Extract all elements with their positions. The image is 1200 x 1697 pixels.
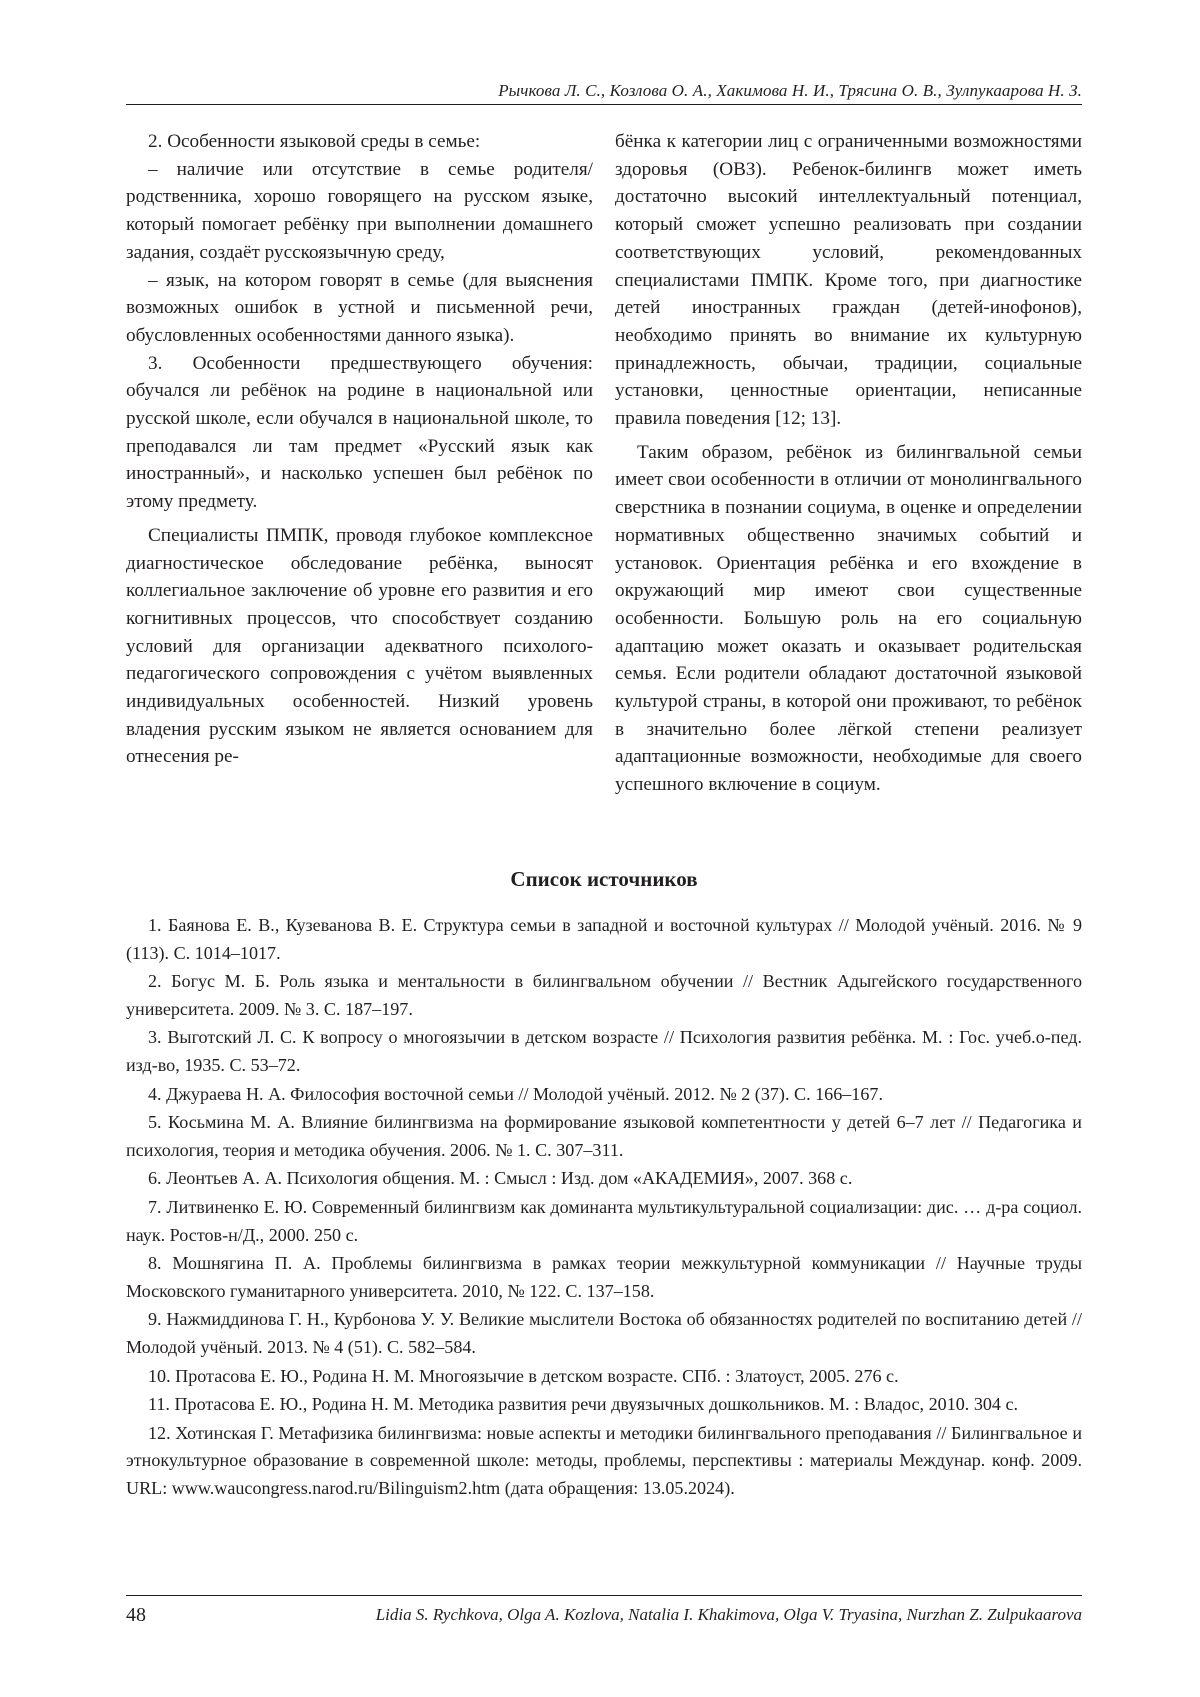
paragraph-pmpk-specialists: Специалисты ПМПК, проводя глубокое комплексное диагностическое обследование ребёнка, выносят коллегиальное заключение об уровне его развития и его когнитивных процессов, что способствует созданию условий для организации адекватного психолого-педагогического сопровождения с учётом выявленных индивидуальных особенностей. Низкий уровень владения русским языком не является основанием для отнесения ре- — [126, 524, 593, 768]
left-column — [126, 128, 593, 771]
reference-item: 12. Хотинская Г. Метафизика билингвизма: новые аспекты и методики билингвального преподавания // Билингвальное и этнокультурное образование в современной школе: методы, проблемы, перспективы : материалы Междунар. конф. 2009. URL: www.waucongress.narod.ru/Bilinguism2.htm (дата обращения: 13.05.2024). — [126, 1422, 1082, 1498]
paragraph-ovz-continuation: бёнка к категории лиц с ограниченными возможностями здоровья (ОВЗ). Ребенок-билингв может иметь достаточно высокий интеллектуальный потенциал, который сможет успешно реализовать при создании соответствующих условий, рекомендованных специалистами ПМПК. Кроме того, при диагностике детей иностранных граждан (детей-инофонов), необходимо принять во внимание их культурную принадлежность, обычаи, традиции, социальные установки, ценностные ориентации, неписанные правила поведения [12; 13]. — [615, 131, 1082, 430]
references-heading: Список источников — [510, 867, 698, 891]
footer-authors-en: Lidia S. Rychkova, Olga A. Kozlova, Natalia I. Khakimova, Olga V. Tryasina, Nurzhan Z. Zulpukaarova — [375, 1605, 1082, 1624]
reference-item: 6. Леонтьев А. А. Психология общения. М. : Смысл : Изд. дом «АКАДЕМИЯ», 2007. 368 с. — [148, 1168, 853, 1189]
right-column — [615, 128, 1082, 799]
paragraph-language-environment: 2. Особенности языковой среды в семье: — [148, 131, 481, 152]
reference-item: 9. Нажмиддинова Г. Н., Курбонова У. У. Великие мыслители Востока об обязанностях родителей по воспитанию детей // Молодой учёный. 2013. № 4 (51). С. 582–584. — [126, 1309, 1082, 1357]
reference-item: 5. Косьмина М. А. Влияние билингвизма на формирование языковой компетентности у детей 6–7 лет // Педагогика и психология, теория и методика обучения. 2006. № 1. С. 307–311. — [126, 1112, 1082, 1160]
reference-item: 10. Протасова Е. Ю., Родина Н. М. Многоязычие в детском возрасте. СПб. : Златоуст, 2005. 276 с. — [148, 1365, 899, 1386]
reference-item: 7. Литвиненко Е. Ю. Современный билингвизм как доминанта мультикультуральной социализации: дис. … д-ра социол. наук. Ростов-н/Д., 2000. 250 с. — [126, 1196, 1082, 1245]
header-rule — [126, 104, 1082, 105]
reference-item: 1. Баянова Е. В., Кузеванова В. Е. Структура семьи в западной и восточной культурах // Молодой учёный. 2016. № 9 (113). С. 1014–1017. — [126, 915, 1082, 963]
running-head-authors: Рычкова Л. С., Козлова О. А., Хакимова Н. И., Трясина О. В., Зулпукаарова Н. З. — [498, 81, 1082, 100]
reference-item: 8. Мошнягина П. А. Проблемы билингвизма в рамках теории межкультурной коммуникации // Научные труды Московского гуманитарного университета. 2010, № 122. С. 137–158. — [126, 1253, 1082, 1301]
page-footer — [126, 1602, 1082, 1628]
reference-item: 4. Джураева Н. А. Философия восточной семьи // Молодой учёный. 2012. № 2 (37). С. 166–167. — [148, 1083, 883, 1104]
paragraph-relative-speaker: – наличие или отсутствие в семье родителя/родственника, хорошо говорящего на русском языке, который помогает ребёнку при выполнении домашнего задания, создаёт русскоязычную среду, — [126, 158, 593, 263]
paragraph-previous-education: 3. Особенности предшествующего обучения: обучался ли ребёнок на родине в национальной или русской школе, если обучался в национальной школе, то преподавался ли там предмет «Русский язык как иностранный», и насколько успешен был ребёнок по этому предмету. — [126, 352, 593, 513]
paragraph-conclusion: Таким образом, ребёнок из билингвальной семьи имеет свои особенности в отличии от монолингвального сверстника в познании социума, в оценке и определении нормативных общественно значимых событий и установок. Ориентация ребёнка и его вхождение в окружающий мир имеют свои существенные особенности. Большую роль на его социальную адаптацию может оказать и оказывает родительская семья. Если родители обладают достаточной языковой культурой страны, в которой они проживают, то ребёнок в значительно более лёгкой степени реализует адаптационные возможности, необходимые для своего успешного включение в социум. — [615, 441, 1082, 796]
references-list — [126, 912, 1082, 1503]
reference-item: 3. Выготский Л. С. К вопросу о многоязычии в детском возрасте // Психология развития ребёнка. М. : Гос. учеб.о-пед. изд-во, 1935. С. 53–72. — [126, 1027, 1082, 1075]
page-number: 48 — [126, 1604, 146, 1626]
body-columns — [126, 128, 1082, 840]
paragraph-family-language: – язык, на котором говорят в семье (для выяснения возможных ошибок в устной и письменной речи, обусловленных особенностями данного языка). — [126, 269, 593, 346]
footer-rule — [126, 1595, 1082, 1596]
reference-item: 2. Богус М. Б. Роль языка и ментальности в билингвальном обучении // Вестник Адыгейского государственного университета. 2009. № 3. С. 187–197. — [126, 971, 1082, 1019]
reference-item: 11. Протасова Е. Ю., Родина Н. М. Методика развития речи двуязычных дошкольников. М. : Владос, 2010. 304 с. — [148, 1394, 1019, 1415]
